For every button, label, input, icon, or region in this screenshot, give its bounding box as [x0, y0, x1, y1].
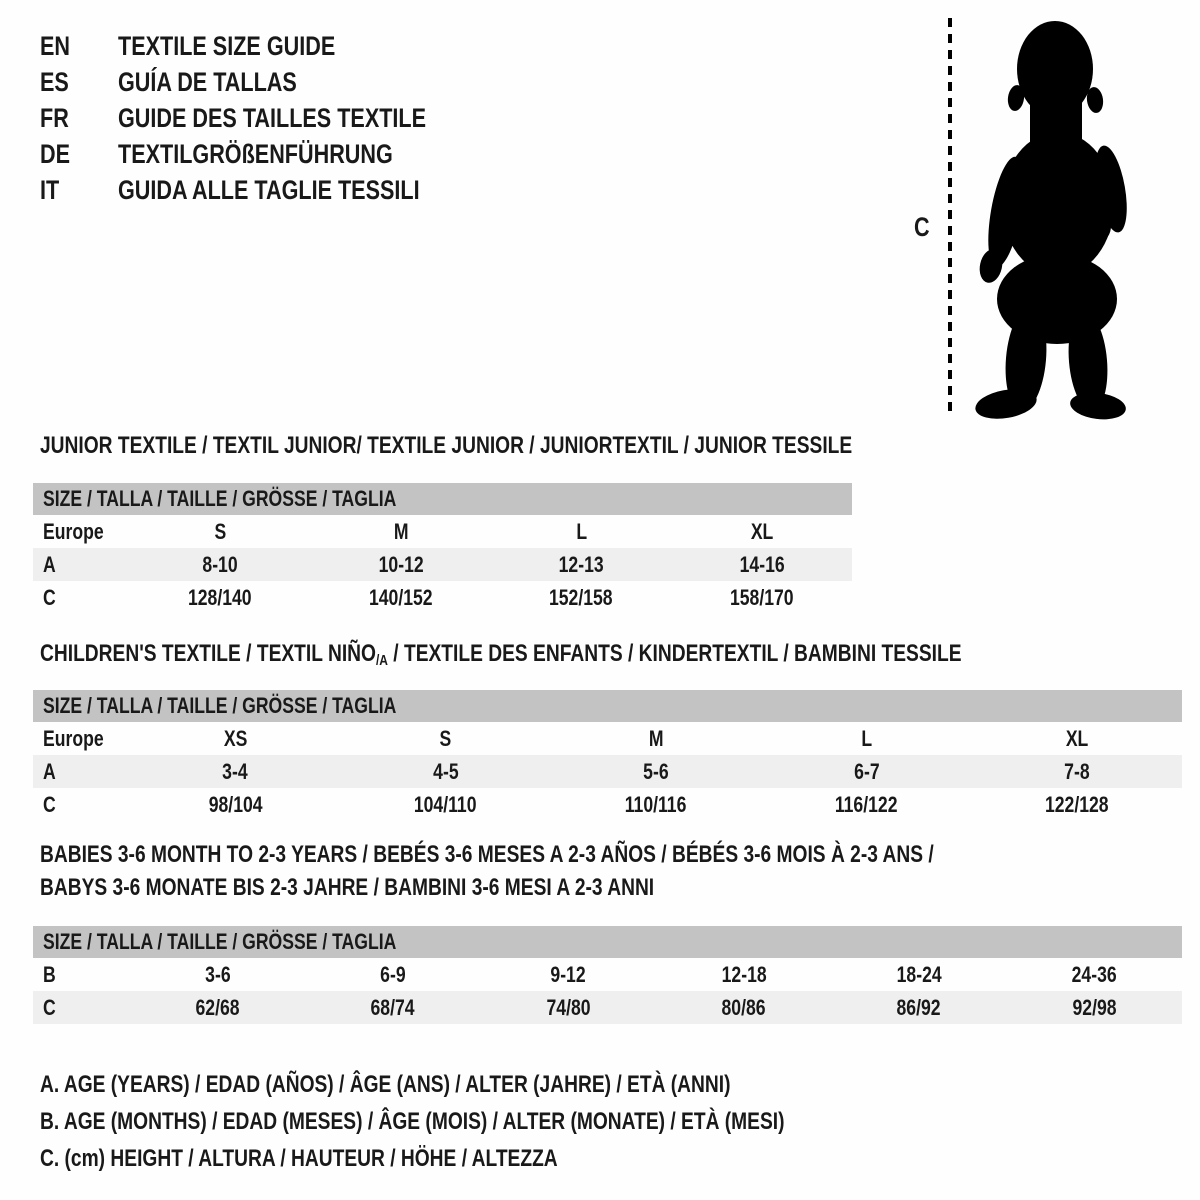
size-cell: 62/68: [195, 994, 240, 1020]
guide-title-en: TEXTILE SIZE GUIDE: [118, 30, 336, 61]
nino-a-subscript: /A: [375, 652, 388, 669]
table-row: [33, 515, 852, 548]
size-cell: 68/74: [370, 994, 416, 1020]
babies-title-line1: BABIES 3-6 MONTH TO 2-3 YEARS / BEBÉS 3-6 MESES A 2-3 AÑOS / BÉBÉS 3-6 MOIS À 2-3 ANS /: [40, 840, 934, 868]
size-cell: 5-6: [643, 758, 669, 784]
legend-line-b: B. AGE (MONTHS) / EDAD (MESES) / ÂGE (MOIS) / ALTER (MONATE) / ETÀ (MESI): [40, 1107, 785, 1135]
dashed-vertical-height-line-icon: [948, 18, 952, 415]
language-title-list: [40, 28, 503, 208]
size-cell: 3-4: [222, 758, 248, 784]
guide-title-fr: GUIDE DES TAILLES TEXTILE: [118, 102, 427, 133]
measure-legend: [40, 1066, 971, 1177]
row-label: C: [43, 994, 56, 1020]
junior-section-title: JUNIOR TEXTILE / TEXTIL JUNIOR/ TEXTILE JUNIOR / JUNIORTEXTIL / JUNIOR TESSILE: [40, 432, 853, 459]
size-table-header: SIZE / TALLA / TAILLE / GRÖSSE / TAGLIA: [33, 926, 1182, 958]
size-table-header: SIZE / TALLA / TAILLE / GRÖSSE / TAGLIA: [33, 690, 1182, 722]
size-cell: 122/128: [1045, 791, 1109, 817]
height-measure-label: C: [914, 212, 930, 242]
language-code: DE: [40, 138, 71, 169]
size-cell: 104/110: [414, 791, 477, 817]
language-code: EN: [40, 30, 71, 61]
size-cell: 10-12: [378, 551, 424, 577]
row-label: Europe: [43, 725, 104, 751]
language-row-en: [40, 28, 503, 64]
size-cell: 4-5: [432, 758, 459, 784]
language-row-fr: [40, 100, 503, 136]
size-cell: 8-10: [202, 551, 238, 577]
size-cell: 6-9: [380, 961, 406, 987]
language-row-es: [40, 64, 503, 100]
size-cell: 3-6: [204, 961, 231, 987]
row-label: B: [43, 961, 56, 987]
language-row-de: [40, 136, 503, 172]
language-code: ES: [40, 66, 69, 97]
size-cell: S: [439, 725, 452, 751]
children-size-table: [33, 690, 1182, 821]
size-cell: 92/98: [1072, 994, 1117, 1020]
guide-title-es: GUÍA DE TALLAS: [118, 66, 297, 97]
size-cell: 24-36: [1071, 961, 1117, 987]
size-cell: M: [393, 518, 409, 544]
row-label: A: [43, 551, 56, 577]
language-row-it: [40, 172, 503, 208]
size-table-header: SIZE / TALLA / TAILLE / GRÖSSE / TAGLIA: [33, 483, 852, 515]
size-cell: XL: [1065, 725, 1089, 751]
size-cell: XL: [750, 518, 773, 544]
junior-size-table: [33, 483, 852, 614]
size-cell: 158/170: [729, 584, 794, 610]
language-code: FR: [40, 102, 69, 133]
row-label: C: [43, 584, 56, 610]
size-cell: 80/86: [721, 994, 766, 1020]
size-cell: 12-13: [558, 551, 604, 577]
size-cell: 7-8: [1064, 758, 1090, 784]
legend-line-c: C. (cm) HEIGHT / ALTURA / HAUTEUR / HÖHE / ALTEZZA: [40, 1144, 558, 1172]
size-cell: 110/116: [625, 791, 687, 817]
row-label: C: [43, 791, 56, 817]
size-cell: 98/104: [208, 791, 263, 817]
size-cell: 128/140: [188, 584, 253, 610]
size-cell: L: [575, 518, 587, 544]
guide-title-de: TEXTILGRÖßENFÜHRUNG: [118, 138, 393, 169]
size-cell: 116/122: [835, 791, 898, 817]
size-cell: 86/92: [896, 994, 941, 1020]
size-cell: 12-18: [721, 961, 767, 987]
legend-line-a: A. AGE (YEARS) / EDAD (AÑOS) / ÂGE (ANS) / ALTER (JAHRE) / ETÀ (ANNI): [40, 1070, 731, 1098]
guide-title-it: GUIDA ALLE TAGLIE TESSILI: [118, 174, 420, 205]
language-code: IT: [40, 174, 60, 205]
size-cell: 14-16: [739, 551, 785, 577]
size-cell: 9-12: [550, 961, 586, 987]
table-row: [33, 581, 852, 614]
size-cell: M: [648, 725, 664, 751]
size-cell: 18-24: [896, 961, 942, 987]
table-row: [33, 548, 852, 581]
row-label: Europe: [43, 518, 104, 544]
size-cell: 140/152: [368, 584, 433, 610]
row-label: A: [43, 758, 56, 784]
children-section-title: CHILDREN'S TEXTILE / TEXTIL $NIÑO_{/A}$ / TEXTILE DES ENFANTS / KINDERTEXTIL / BAMBINI TESSILE: [40, 640, 962, 669]
table-row: [33, 722, 1182, 755]
table-row: [33, 958, 1182, 991]
babies-section-title: [40, 838, 1157, 904]
table-row: [33, 755, 1182, 788]
size-cell: XS: [223, 725, 247, 751]
standing-toddler-silhouette-icon: [962, 14, 1142, 424]
table-row: [33, 991, 1182, 1024]
babies-size-table: [33, 926, 1182, 1024]
table-row: [33, 788, 1182, 821]
size-cell: S: [214, 518, 227, 544]
size-cell: L: [861, 725, 872, 751]
size-cell: 74/80: [546, 994, 591, 1020]
babies-title-line2: BABYS 3-6 MONATE BIS 2-3 JAHRE / BAMBINI 3-6 MESI A 2-3 ANNI: [40, 873, 655, 901]
size-cell: 152/158: [549, 584, 614, 610]
size-cell: 6-7: [853, 758, 880, 784]
